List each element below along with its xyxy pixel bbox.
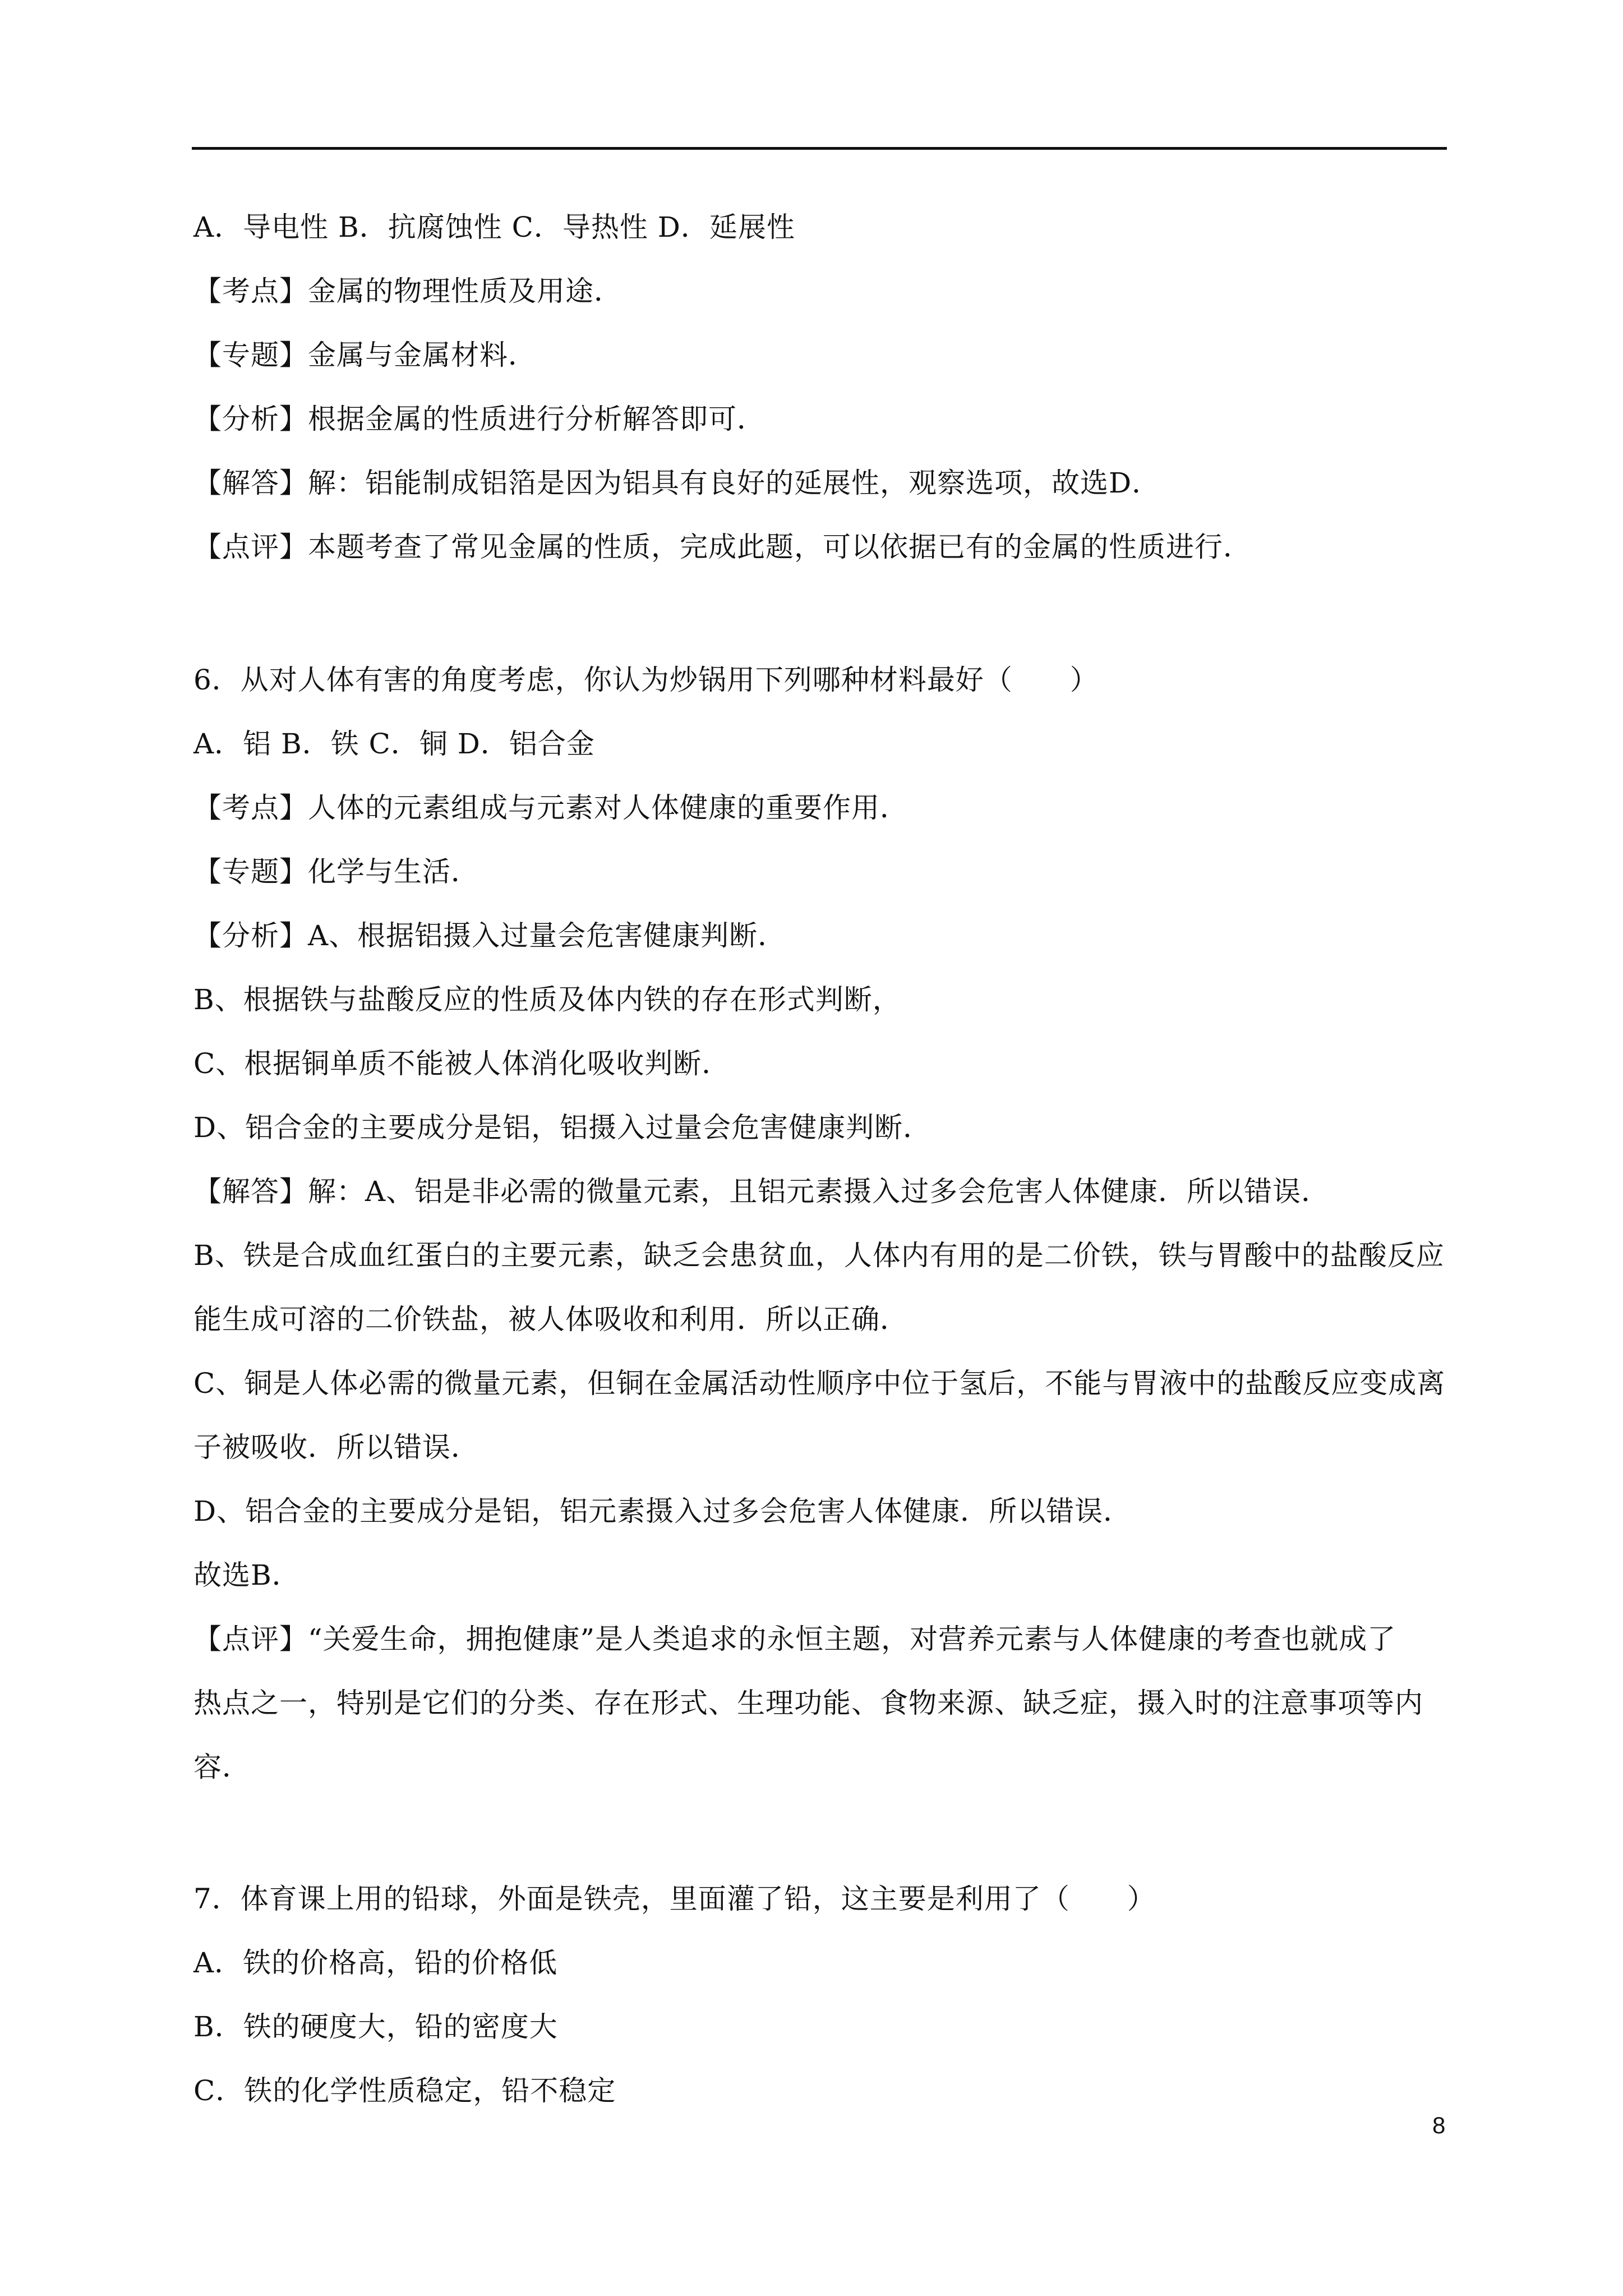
page-number: 8: [1432, 2112, 1446, 2138]
q6-question: 6．从对人体有害的角度考虑，你认为炒锅用下列哪种材料最好（ ）: [193, 664, 1099, 696]
q7-option-b: B．铁的硬度大，铅的密度大: [193, 2010, 558, 2043]
q6-jieda-c-1: C、铜是人体必需的微量元素，但铜在金属活动性顺序中位于氢后，不能与胃液中的盐酸反应变成离: [193, 1367, 1446, 1400]
q6-fenxi-d: D、铝合金的主要成分是铝，铝摄入过量会危害健康判断．: [193, 1111, 932, 1144]
q6-jieda-a: 【解答】解：A、铝是非必需的微量元素，且铝元素摄入过多会危害人体健康．所以错误．: [193, 1175, 1330, 1208]
q6-jieda-b-2: 能生成可溶的二价铁盐，被人体吸收和利用．所以正确．: [193, 1303, 909, 1336]
q6-fenxi-c: C、根据铜单质不能被人体消化吸收判断．: [193, 1047, 731, 1080]
q6-dianping-1: 【点评】“关爱生命，拥抱健康”是人类追求的永恒主题，对营养元素与人体健康的考查也就成了: [193, 1623, 1396, 1655]
q6-answer: 故选B．: [193, 1559, 301, 1591]
q6-zhuanti: 【专题】化学与生活．: [193, 855, 479, 888]
q6-fenxi-b: B、根据铁与盐酸反应的性质及体内铁的存在形式判断，: [193, 983, 901, 1016]
q6-options: A．铝 B．铁 C．铜 D．铝合金: [193, 728, 595, 760]
q6-fenxi-a: 【分析】A、根据铝摄入过量会危害健康判断．: [193, 919, 787, 952]
header-rule: [192, 147, 1447, 150]
q6-kaodian: 【考点】人体的元素组成与元素对人体健康的重要作用．: [193, 792, 909, 824]
q6-dianping-3: 容．: [193, 1751, 251, 1783]
q6-jieda-c-2: 子被吸收．所以错误．: [193, 1431, 479, 1464]
q6-dianping-2: 热点之一，特别是它们的分类、存在形式、生理功能、食物来源、缺乏症，摄入时的注意事项等内: [193, 1687, 1423, 1719]
q7-question: 7．体育课上用的铅球，外面是铁壳，里面灌了铅，这主要是利用了（ ）: [193, 1883, 1156, 1915]
q5-dianping: 【点评】本题考查了常见金属的性质，完成此题，可以依据已有的金属的性质进行．: [193, 531, 1252, 563]
q5-zhuanti: 【专题】金属与金属材料．: [193, 339, 537, 371]
q5-fenxi: 【分析】根据金属的性质进行分析解答即可．: [193, 403, 766, 435]
q6-jieda-d: D、铝合金的主要成分是铝，铝元素摄入过多会危害人体健康．所以错误．: [193, 1495, 1132, 1527]
q7-option-a: A．铁的价格高，铅的价格低: [193, 1947, 558, 1979]
q7-option-c: C．铁的化学性质稳定，铅不稳定: [193, 2074, 616, 2107]
q5-jieda: 【解答】解：铝能制成铝箔是因为铝具有良好的延展性，观察选项，故选D．: [193, 467, 1161, 499]
q5-options: A．导电性 B．抗腐蚀性 C．导热性 D．延展性: [193, 211, 795, 243]
q5-kaodian: 【考点】金属的物理性质及用途．: [193, 275, 623, 307]
q6-jieda-b-1: B、铁是合成血红蛋白的主要元素，缺乏会患贫血，人体内有用的是二价铁，铁与胃酸中的盐酸反应: [193, 1239, 1445, 1272]
